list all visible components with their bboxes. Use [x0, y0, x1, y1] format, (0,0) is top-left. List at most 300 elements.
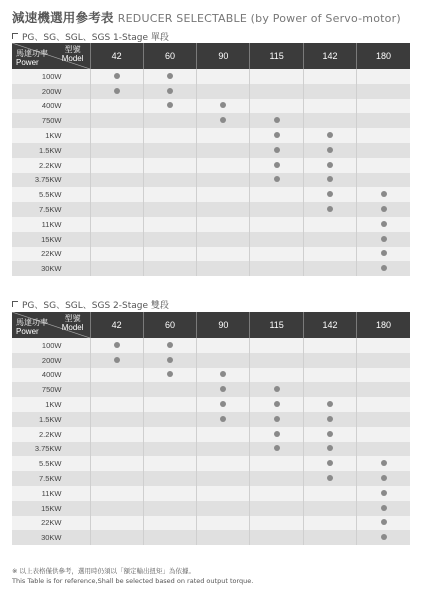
column-header-180: 180 [357, 312, 410, 338]
model-cell-42 [90, 397, 143, 412]
model-cell-180 [357, 501, 410, 516]
power-cell: 100W [12, 338, 90, 353]
corner-mark-icon [12, 301, 18, 307]
power-cell: 750W [12, 113, 90, 128]
model-cell-115 [250, 99, 303, 114]
page-title-zh: 減速機選用參考表 [12, 10, 114, 25]
model-cell-60 [143, 382, 196, 397]
selected-dot-icon [167, 357, 173, 363]
model-cell-142 [303, 486, 356, 501]
table-row [12, 113, 410, 128]
selected-dot-icon [327, 162, 333, 168]
model-cell-90 [197, 456, 250, 471]
model-cell-42 [90, 353, 143, 368]
model-label-en: Model [61, 54, 84, 63]
table-row [12, 128, 410, 143]
model-cell-180 [357, 397, 410, 412]
selected-dot-icon [274, 162, 280, 168]
power-cell: 11KW [12, 486, 90, 501]
power-label [16, 49, 48, 67]
model-cell-180 [357, 143, 410, 158]
power-cell: 1KW [12, 397, 90, 412]
selected-dot-icon [381, 265, 387, 271]
power-label-en: Power [16, 327, 39, 336]
table-row [12, 471, 410, 486]
power-cell: 22KW [12, 516, 90, 531]
model-cell-115 [250, 368, 303, 383]
table-row [12, 338, 410, 353]
power-cell: 5.5KW [12, 456, 90, 471]
column-header-115: 115 [250, 43, 303, 69]
selected-dot-icon [274, 445, 280, 451]
model-cell-142 [303, 353, 356, 368]
model-cell-90 [197, 113, 250, 128]
model-cell-42 [90, 247, 143, 262]
selected-dot-icon [274, 401, 280, 407]
section-title-1stage [12, 30, 169, 43]
table-row [12, 217, 410, 232]
selected-dot-icon [381, 206, 387, 212]
selection-table-1stage [12, 43, 410, 276]
selected-dot-icon [114, 357, 120, 363]
power-cell: 15KW [12, 232, 90, 247]
selected-dot-icon [274, 386, 280, 392]
model-cell-115 [250, 427, 303, 442]
model-label [62, 314, 84, 332]
model-cell-60 [143, 501, 196, 516]
model-cell-115 [250, 84, 303, 99]
model-cell-60 [143, 456, 196, 471]
selected-dot-icon [274, 132, 280, 138]
selected-dot-icon [327, 191, 333, 197]
selected-dot-icon [327, 460, 333, 466]
model-cell-60 [143, 173, 196, 188]
column-header-90: 90 [197, 43, 250, 69]
selected-dot-icon [381, 236, 387, 242]
selected-dot-icon [381, 191, 387, 197]
model-cell-42 [90, 471, 143, 486]
model-cell-90 [197, 412, 250, 427]
model-cell-42 [90, 217, 143, 232]
table-row [12, 397, 410, 412]
table-row [12, 486, 410, 501]
model-cell-42 [90, 501, 143, 516]
model-cell-180 [357, 113, 410, 128]
selected-dot-icon [114, 342, 120, 348]
power-label-zh: 馬達功率 [16, 318, 48, 327]
model-cell-115 [250, 128, 303, 143]
model-cell-180 [357, 427, 410, 442]
model-cell-180 [357, 69, 410, 84]
model-cell-142 [303, 530, 356, 545]
model-cell-115 [250, 202, 303, 217]
table-row [12, 69, 410, 84]
model-cell-142 [303, 128, 356, 143]
model-cell-42 [90, 486, 143, 501]
selected-dot-icon [381, 250, 387, 256]
power-cell: 7.5KW [12, 202, 90, 217]
model-cell-180 [357, 353, 410, 368]
model-cell-180 [357, 84, 410, 99]
model-cell-60 [143, 69, 196, 84]
model-cell-90 [197, 232, 250, 247]
selected-dot-icon [381, 475, 387, 481]
model-cell-60 [143, 427, 196, 442]
selected-dot-icon [381, 534, 387, 540]
model-cell-115 [250, 187, 303, 202]
selected-dot-icon [167, 102, 173, 108]
model-cell-42 [90, 442, 143, 457]
power-cell: 1KW [12, 128, 90, 143]
selected-dot-icon [381, 519, 387, 525]
model-cell-142 [303, 217, 356, 232]
model-cell-180 [357, 442, 410, 457]
model-cell-90 [197, 247, 250, 262]
selected-dot-icon [274, 416, 280, 422]
section-title-2stage [12, 298, 169, 311]
header-row [12, 43, 410, 69]
model-cell-60 [143, 338, 196, 353]
table-row [12, 516, 410, 531]
model-cell-42 [90, 338, 143, 353]
power-cell: 2.2KW [12, 427, 90, 442]
power-cell: 2.2KW [12, 158, 90, 173]
model-cell-42 [90, 84, 143, 99]
corner-mark-icon [12, 33, 18, 39]
model-cell-42 [90, 99, 143, 114]
model-cell-142 [303, 471, 356, 486]
model-cell-115 [250, 486, 303, 501]
model-cell-60 [143, 368, 196, 383]
model-cell-42 [90, 261, 143, 276]
selected-dot-icon [327, 431, 333, 437]
model-cell-115 [250, 353, 303, 368]
model-cell-60 [143, 232, 196, 247]
selected-dot-icon [220, 416, 226, 422]
model-cell-115 [250, 158, 303, 173]
selected-dot-icon [327, 475, 333, 481]
model-cell-90 [197, 217, 250, 232]
selected-dot-icon [220, 102, 226, 108]
model-cell-142 [303, 173, 356, 188]
model-cell-142 [303, 84, 356, 99]
model-cell-142 [303, 397, 356, 412]
model-cell-90 [197, 530, 250, 545]
table-row [12, 368, 410, 383]
model-cell-42 [90, 516, 143, 531]
model-cell-180 [357, 456, 410, 471]
power-label [16, 318, 48, 336]
model-cell-142 [303, 113, 356, 128]
power-label-en: Power [16, 58, 39, 67]
model-cell-115 [250, 397, 303, 412]
model-cell-115 [250, 501, 303, 516]
model-cell-180 [357, 530, 410, 545]
model-cell-60 [143, 158, 196, 173]
model-cell-90 [197, 143, 250, 158]
table-row [12, 158, 410, 173]
table-row [12, 173, 410, 188]
model-cell-142 [303, 427, 356, 442]
model-cell-90 [197, 338, 250, 353]
selected-dot-icon [220, 117, 226, 123]
model-cell-42 [90, 128, 143, 143]
model-cell-42 [90, 69, 143, 84]
model-cell-180 [357, 516, 410, 531]
table-row [12, 442, 410, 457]
column-header-60: 60 [143, 312, 196, 338]
selected-dot-icon [167, 73, 173, 79]
model-cell-180 [357, 247, 410, 262]
selected-dot-icon [274, 147, 280, 153]
table-row [12, 261, 410, 276]
table-row [12, 530, 410, 545]
table-row [12, 99, 410, 114]
column-header-90: 90 [197, 312, 250, 338]
power-label-zh: 馬達功率 [16, 49, 48, 58]
model-cell-115 [250, 516, 303, 531]
header-row [12, 312, 410, 338]
selected-dot-icon [327, 416, 333, 422]
model-cell-142 [303, 158, 356, 173]
table-row [12, 187, 410, 202]
model-cell-180 [357, 471, 410, 486]
model-cell-90 [197, 501, 250, 516]
model-cell-115 [250, 113, 303, 128]
model-cell-60 [143, 84, 196, 99]
model-cell-60 [143, 113, 196, 128]
model-cell-90 [197, 368, 250, 383]
model-cell-90 [197, 471, 250, 486]
page-title [12, 8, 401, 26]
power-cell: 11KW [12, 217, 90, 232]
model-cell-60 [143, 516, 196, 531]
model-cell-115 [250, 412, 303, 427]
model-cell-90 [197, 158, 250, 173]
model-cell-42 [90, 143, 143, 158]
model-cell-60 [143, 397, 196, 412]
model-cell-115 [250, 173, 303, 188]
model-cell-42 [90, 382, 143, 397]
model-cell-115 [250, 456, 303, 471]
model-cell-90 [197, 382, 250, 397]
model-cell-180 [357, 128, 410, 143]
model-cell-115 [250, 247, 303, 262]
model-cell-142 [303, 442, 356, 457]
model-cell-142 [303, 501, 356, 516]
column-header-142: 142 [303, 312, 356, 338]
model-cell-42 [90, 456, 143, 471]
table-row [12, 202, 410, 217]
model-cell-142 [303, 456, 356, 471]
model-cell-115 [250, 69, 303, 84]
model-cell-180 [357, 173, 410, 188]
model-cell-180 [357, 99, 410, 114]
power-cell: 100W [12, 69, 90, 84]
model-cell-180 [357, 232, 410, 247]
model-cell-42 [90, 232, 143, 247]
model-cell-180 [357, 217, 410, 232]
model-cell-115 [250, 338, 303, 353]
section-title-text: PG、SG、SGL、SGS 1-Stage 單段 [22, 33, 169, 43]
selected-dot-icon [327, 445, 333, 451]
model-cell-180 [357, 261, 410, 276]
model-cell-115 [250, 261, 303, 276]
model-cell-60 [143, 187, 196, 202]
table-row [12, 84, 410, 99]
model-cell-42 [90, 530, 143, 545]
column-header-180: 180 [357, 43, 410, 69]
table-row [12, 382, 410, 397]
model-cell-42 [90, 427, 143, 442]
selection-table-2stage [12, 312, 410, 545]
table-row [12, 501, 410, 516]
table-row [12, 247, 410, 262]
model-cell-180 [357, 486, 410, 501]
model-cell-180 [357, 368, 410, 383]
model-cell-180 [357, 187, 410, 202]
model-label [62, 45, 84, 63]
footnote [12, 566, 253, 586]
selected-dot-icon [327, 176, 333, 182]
table-row [12, 427, 410, 442]
column-header-142: 142 [303, 43, 356, 69]
model-cell-142 [303, 232, 356, 247]
footnote-zh: ※ 以上表格僅供參考，選用時仍須以「額定輸出扭矩」為依據。 [12, 567, 196, 575]
table-row [12, 232, 410, 247]
power-cell: 400W [12, 368, 90, 383]
power-cell: 22KW [12, 247, 90, 262]
selected-dot-icon [327, 132, 333, 138]
model-cell-90 [197, 261, 250, 276]
selected-dot-icon [167, 88, 173, 94]
model-cell-60 [143, 486, 196, 501]
model-cell-142 [303, 99, 356, 114]
selected-dot-icon [114, 88, 120, 94]
footnote-en: This Table is for reference,Shall be selected based on rated output torque. [12, 577, 254, 585]
header-corner-cell [12, 312, 90, 338]
power-cell: 200W [12, 84, 90, 99]
table-row [12, 353, 410, 368]
selected-dot-icon [167, 342, 173, 348]
power-cell: 30KW [12, 530, 90, 545]
model-cell-60 [143, 412, 196, 427]
model-cell-90 [197, 397, 250, 412]
model-cell-60 [143, 530, 196, 545]
model-cell-60 [143, 247, 196, 262]
model-cell-180 [357, 158, 410, 173]
model-cell-142 [303, 247, 356, 262]
selected-dot-icon [220, 401, 226, 407]
selected-dot-icon [381, 490, 387, 496]
table-row [12, 143, 410, 158]
model-cell-90 [197, 442, 250, 457]
model-cell-180 [357, 412, 410, 427]
table-row [12, 456, 410, 471]
selected-dot-icon [167, 371, 173, 377]
model-cell-90 [197, 427, 250, 442]
model-cell-90 [197, 187, 250, 202]
selected-dot-icon [114, 73, 120, 79]
model-cell-90 [197, 128, 250, 143]
model-cell-142 [303, 143, 356, 158]
selected-dot-icon [274, 117, 280, 123]
model-cell-142 [303, 261, 356, 276]
column-header-42: 42 [90, 312, 143, 338]
model-cell-142 [303, 516, 356, 531]
selected-dot-icon [381, 460, 387, 466]
model-label-zh: 型號 [64, 45, 81, 54]
table-row [12, 412, 410, 427]
model-cell-142 [303, 187, 356, 202]
model-cell-115 [250, 442, 303, 457]
model-cell-115 [250, 382, 303, 397]
model-cell-142 [303, 338, 356, 353]
page-title-en: REDUCER SELECTABLE (by Power of Servo-motor) [117, 12, 401, 25]
model-cell-60 [143, 202, 196, 217]
selected-dot-icon [327, 147, 333, 153]
model-label-en: Model [61, 323, 84, 332]
power-cell: 200W [12, 353, 90, 368]
power-cell: 15KW [12, 501, 90, 516]
model-cell-115 [250, 232, 303, 247]
model-cell-90 [197, 69, 250, 84]
model-cell-115 [250, 217, 303, 232]
column-header-115: 115 [250, 312, 303, 338]
section-title-text: PG、SG、SGL、SGS 2-Stage 雙段 [22, 301, 169, 311]
model-cell-42 [90, 173, 143, 188]
model-cell-180 [357, 338, 410, 353]
column-header-42: 42 [90, 43, 143, 69]
header-corner-cell [12, 43, 90, 69]
model-cell-90 [197, 353, 250, 368]
selected-dot-icon [274, 176, 280, 182]
model-cell-142 [303, 412, 356, 427]
column-header-60: 60 [143, 43, 196, 69]
power-cell: 30KW [12, 261, 90, 276]
selected-dot-icon [381, 221, 387, 227]
power-cell: 750W [12, 382, 90, 397]
model-cell-60 [143, 471, 196, 486]
model-cell-42 [90, 412, 143, 427]
model-cell-90 [197, 84, 250, 99]
model-cell-42 [90, 158, 143, 173]
power-cell: 3.75KW [12, 173, 90, 188]
model-cell-142 [303, 382, 356, 397]
selected-dot-icon [327, 401, 333, 407]
model-cell-90 [197, 173, 250, 188]
power-cell: 5.5KW [12, 187, 90, 202]
model-cell-90 [197, 99, 250, 114]
model-cell-60 [143, 128, 196, 143]
model-cell-180 [357, 382, 410, 397]
power-cell: 1.5KW [12, 412, 90, 427]
power-cell: 400W [12, 99, 90, 114]
model-cell-60 [143, 353, 196, 368]
model-cell-60 [143, 99, 196, 114]
model-cell-60 [143, 261, 196, 276]
selected-dot-icon [220, 386, 226, 392]
selected-dot-icon [220, 371, 226, 377]
model-cell-60 [143, 442, 196, 457]
model-cell-115 [250, 143, 303, 158]
power-cell: 7.5KW [12, 471, 90, 486]
model-cell-42 [90, 368, 143, 383]
selected-dot-icon [381, 505, 387, 511]
model-label-zh: 型號 [64, 314, 81, 323]
selected-dot-icon [274, 431, 280, 437]
selected-dot-icon [327, 206, 333, 212]
